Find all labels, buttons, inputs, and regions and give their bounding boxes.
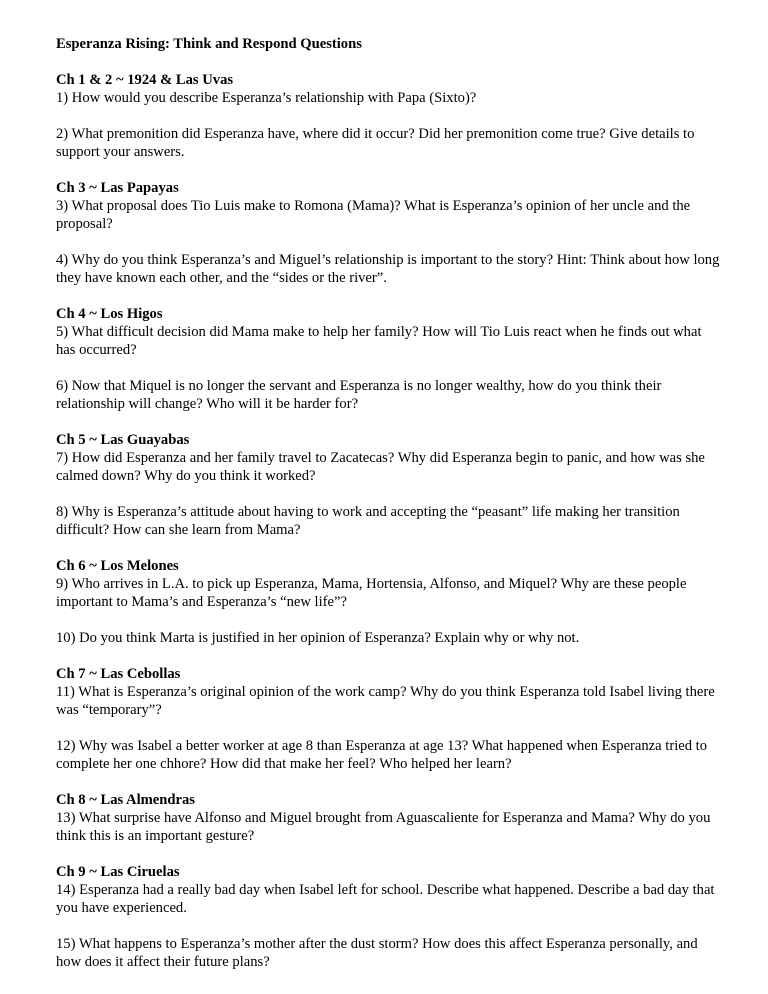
chapter-heading: Ch 8 ~ Las Almendras [56,792,195,808]
question-1: 1) How would you describe Esperanza’s relationship with Papa (Sixto)? [56,90,477,106]
chapter-section-5 [56,431,720,539]
question-5: 5) What difficult decision did Mama make to help her family? How will Tio Luis react when he finds out what has occurred? [56,324,702,358]
worksheet-page [56,35,720,989]
question-13: 13) What surprise have Alfonso and Miguel brought from Aguascaliente for Esperanza and Mama? Why do you think this is an important gesture? [56,810,711,844]
chapter-section-8 [56,791,720,845]
question-4: 4) Why do you think Esperanza’s and Miguel’s relationship is important to the story? Hint: Think about how long they have known each other, and the “sides or the river”. [56,252,720,286]
question-2: 2) What premonition did Esperanza have, where did it occur? Did her premonition come true? Give details to support your answers. [56,126,695,160]
chapter-heading: Ch 5 ~ Las Guayabas [56,432,190,448]
chapter-heading: Ch 7 ~ Las Cebollas [56,666,181,682]
question-11: 11) What is Esperanza’s original opinion of the work camp? Why do you think Esperanza told Isabel living there was “temporary”? [56,684,715,718]
page-title: Esperanza Rising: Think and Respond Questions [56,36,362,52]
chapter-section-7 [56,665,720,773]
chapter-heading: Ch 1 & 2 ~ 1924 & Las Uvas [56,72,234,88]
chapter-section-3 [56,179,720,287]
chapter-section-4 [56,305,720,413]
question-15: 15) What happens to Esperanza’s mother after the dust storm? How does this affect Esperanza personally, and how does it affect their future plans? [56,936,698,970]
chapter-section-9 [56,863,720,971]
question-10: 10) Do you think Marta is justified in her opinion of Esperanza? Explain why or why not. [56,630,580,646]
chapter-section-6 [56,557,720,647]
chapter-heading: Ch 4 ~ Los Higos [56,306,163,322]
question-9: 9) Who arrives in L.A. to pick up Esperanza, Mama, Hortensia, Alfonso, and Miquel? Why are these people important to Mama’s and Esperanza’s “new life”? [56,576,687,610]
chapter-heading: Ch 6 ~ Los Melones [56,558,179,574]
question-3: 3) What proposal does Tio Luis make to Romona (Mama)? What is Esperanza’s opinion of her uncle and the proposal? [56,198,691,232]
chapter-heading: Ch 3 ~ Las Papayas [56,180,179,196]
chapter-section-1 [56,71,720,161]
question-14: 14) Esperanza had a really bad day when Isabel left for school. Describe what happened. Describe a bad day that you have experienced. [56,882,715,916]
question-12: 12) Why was Isabel a better worker at age 8 than Esperanza at age 13? What happened when Esperanza tried to complete her one chhore? How did that make her feel? Who helped her learn? [56,738,708,772]
chapter-heading: Ch 9 ~ Las Ciruelas [56,864,180,880]
question-8: 8) Why is Esperanza’s attitude about having to work and accepting the “peasant” life making her transition difficult? How can she learn from Mama? [56,504,680,538]
question-7: 7) How did Esperanza and her family travel to Zacatecas? Why did Esperanza begin to panic, and how was she calmed down? Why do you think it worked? [56,450,705,484]
question-6: 6) Now that Miquel is no longer the servant and Esperanza is no longer wealthy, how do you think their relationship will change? Who will it be harder for? [56,378,662,412]
